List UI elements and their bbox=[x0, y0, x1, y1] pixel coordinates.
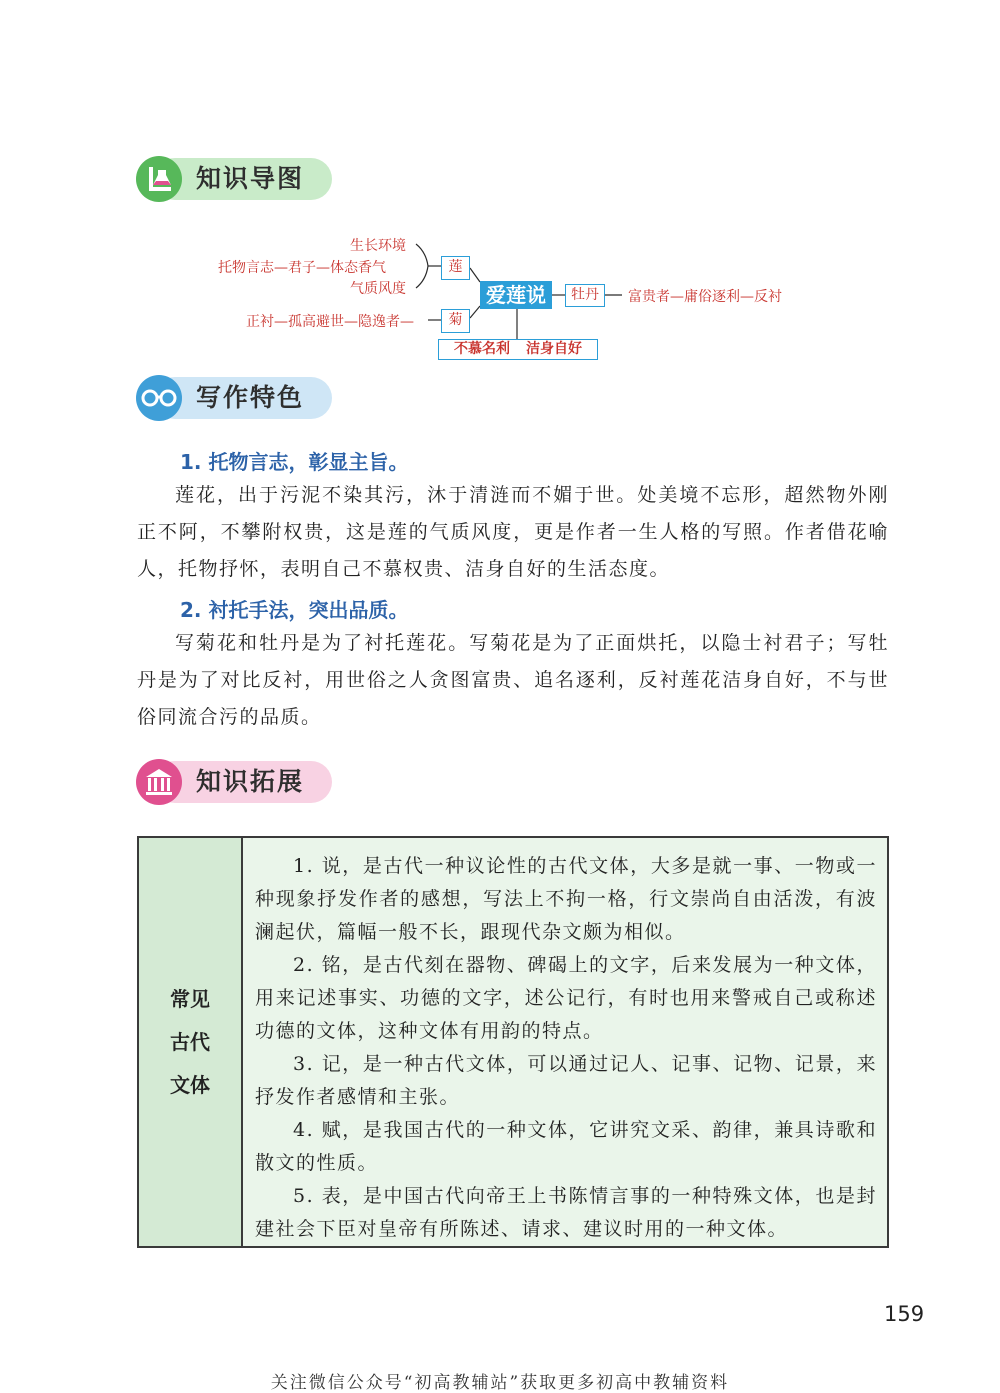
summary-item: 洁身自好 bbox=[526, 341, 582, 357]
footer-note: 关注微信公众号“初高教辅站”获取更多初高中教辅资料 bbox=[270, 1373, 730, 1393]
lotus-node: 莲 bbox=[441, 256, 470, 280]
section-header-extension bbox=[136, 759, 332, 805]
section-header-mindmap bbox=[136, 156, 332, 202]
table-item: 4. 赋，是我国古代的一种文体，它讲究文采、韵律，兼具诗歌和散文的性质。 bbox=[255, 1119, 877, 1174]
section-title-mindmap: 知识导图 bbox=[154, 158, 332, 200]
section-title-extension: 知识拓展 bbox=[154, 761, 332, 803]
summary-item: 不慕名利 bbox=[454, 341, 510, 357]
lotus-chain: 托物言志—君子—体态香气 bbox=[218, 260, 386, 276]
lotus-branch-temperament: 气质风度 bbox=[350, 281, 406, 297]
lotus-chain-item: 君子 bbox=[288, 260, 316, 276]
peony-node: 牡丹 bbox=[565, 284, 605, 307]
section-header-features bbox=[136, 375, 332, 421]
museum-icon bbox=[136, 759, 182, 805]
glasses-icon bbox=[136, 375, 182, 421]
flask-board-icon bbox=[136, 156, 182, 202]
table-item: 1. 说，是古代一种议论性的古代文体，大多是就一事、一物或一种现象抒发作者的感想，写法上不拘一格，行文崇尚自由活泼，有波澜起伏，篇幅一般不长，跟现代杂文颇为相似。 bbox=[255, 855, 877, 943]
chrysanthemum-chain: 正衬—孤高避世—隐逸者— bbox=[246, 314, 414, 330]
chrysanthemum-node: 菊 bbox=[441, 309, 470, 333]
table-item: 2. 铭，是古代刻在器物、碑碣上的文字，后来发展为一种文体，用来记述事实、功德的文字，述公记行，有时也用来警戒自己或称述功德的文体，这种文体有用韵的特点。 bbox=[255, 954, 877, 1042]
peony-chain-item: 反衬 bbox=[754, 289, 782, 305]
summary-node bbox=[438, 339, 598, 360]
lotus-branch-environment: 生长环境 bbox=[350, 238, 406, 254]
table-label: 常见古代文体 bbox=[170, 986, 210, 1097]
feature-heading-2: 2. 衬托手法，突出品质。 bbox=[180, 598, 409, 622]
ancient-styles-table bbox=[137, 836, 889, 1248]
chrysanthemum-chain-item: 孤高避世 bbox=[288, 314, 344, 330]
peony-chain-item: 庸俗逐利 bbox=[684, 289, 740, 305]
center-node: 爱莲说 bbox=[480, 281, 552, 309]
table-item: 5. 表，是中国古代向帝王上书陈情言事的一种特殊文体，也是封建社会下臣对皇帝有所陈述、请求、建议时用的一种文体。 bbox=[255, 1185, 877, 1240]
chrysanthemum-chain-item: 正衬 bbox=[246, 314, 274, 330]
feature-heading-1: 1. 托物言志，彰显主旨。 bbox=[180, 450, 409, 474]
feature-text-2: 写菊花和牡丹是为了衬托莲花。写菊花是为了正面烘托，以隐士衬君子；写牡丹是为了对比反衬，用世俗之人贪图富贵、追名逐利，反衬莲花洁身自好，不与世俗同流合污的品质。 bbox=[137, 632, 889, 728]
table-content-cell bbox=[243, 838, 887, 1246]
page-number: 159 bbox=[884, 1302, 925, 1326]
lotus-chain-item: 托物言志 bbox=[218, 260, 274, 276]
table-label-cell bbox=[139, 838, 243, 1246]
peony-chain-item: 富贵者 bbox=[628, 289, 670, 305]
table-item: 3. 记，是一种古代文体，可以通过记人、记事、记物、记景，来抒发作者感情和主张。 bbox=[255, 1053, 877, 1108]
feature-text-1: 莲花，出于污泥不染其污，沐于清涟而不媚于世。处美境不忘形，超然物外刚正不阿，不攀附权贵，这是莲的气质风度，更是作者一生人格的写照。作者借花喻人，托物抒怀，表明自己不慕权贵、洁身自好的生活态度。 bbox=[137, 484, 889, 580]
chrysanthemum-chain-item: 隐逸者 bbox=[358, 314, 400, 330]
section-title-features: 写作特色 bbox=[154, 377, 332, 419]
lotus-branch-posture: 体态香气 bbox=[330, 260, 386, 276]
peony-chain: 富贵者—庸俗逐利—反衬 bbox=[628, 289, 782, 305]
